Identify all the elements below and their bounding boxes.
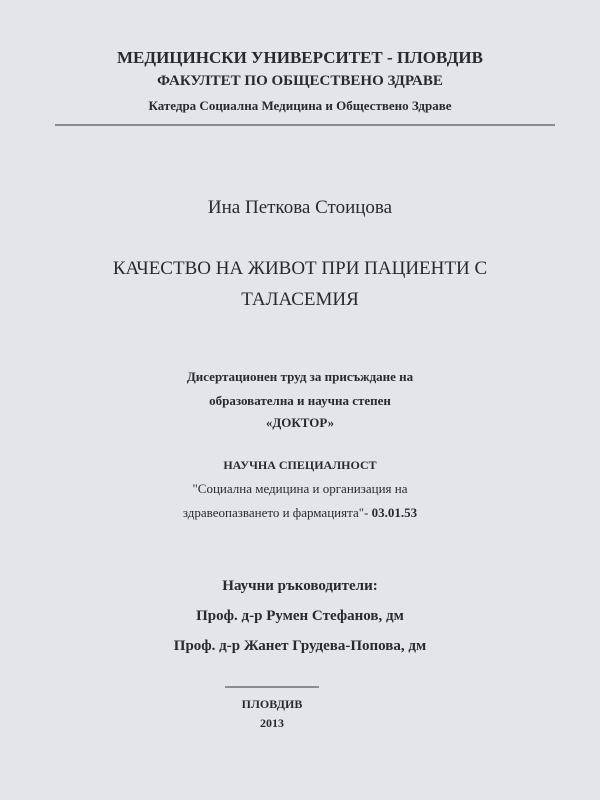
year: 2013	[260, 716, 284, 730]
university-name: МЕДИЦИНСКИ УНИВЕРСИТЕТ - ПЛОВДИВ	[117, 48, 483, 67]
department-name: Катедра Социална Медицина и Обществено Здраве	[148, 98, 452, 113]
specialty-code: 03.01.53	[371, 505, 418, 520]
footer-divider	[225, 686, 319, 688]
city: ПЛОВДИВ	[241, 697, 303, 711]
author-name: Ина Петкова Стоицова	[207, 197, 393, 218]
thesis-title-line2: ТАЛАСЕМИЯ	[241, 289, 359, 310]
thesis-title-line1: КАЧЕСТВО НА ЖИВОТ ПРИ ПАЦИЕНТИ С	[112, 258, 488, 279]
specialty-line1: "Социална медицина и организация на	[192, 481, 408, 496]
dissertation-line1: Дисертационен труд за присъждане на	[186, 369, 414, 384]
faculty-name: ФАКУЛТЕТ ПО ОБЩЕСТВЕНО ЗДРАВЕ	[157, 73, 443, 89]
dissertation-line2: образователна и научна степен	[209, 393, 391, 408]
supervisor-1: Проф. д-р Румен Стефанов, дм	[196, 608, 404, 624]
degree-label: «ДОКТОР»	[265, 415, 335, 430]
specialty-heading: НАУЧНА СПЕЦИАЛНОСТ	[223, 458, 377, 472]
supervisors-heading: Научни ръководители:	[222, 578, 378, 594]
header-divider	[55, 124, 555, 126]
supervisor-2: Проф. д-р Жанет Грудева-Попова, дм	[173, 638, 427, 654]
specialty-line2-text: здравеопазването и фармацията"-	[182, 505, 369, 520]
specialty-line2	[0, 505, 600, 521]
